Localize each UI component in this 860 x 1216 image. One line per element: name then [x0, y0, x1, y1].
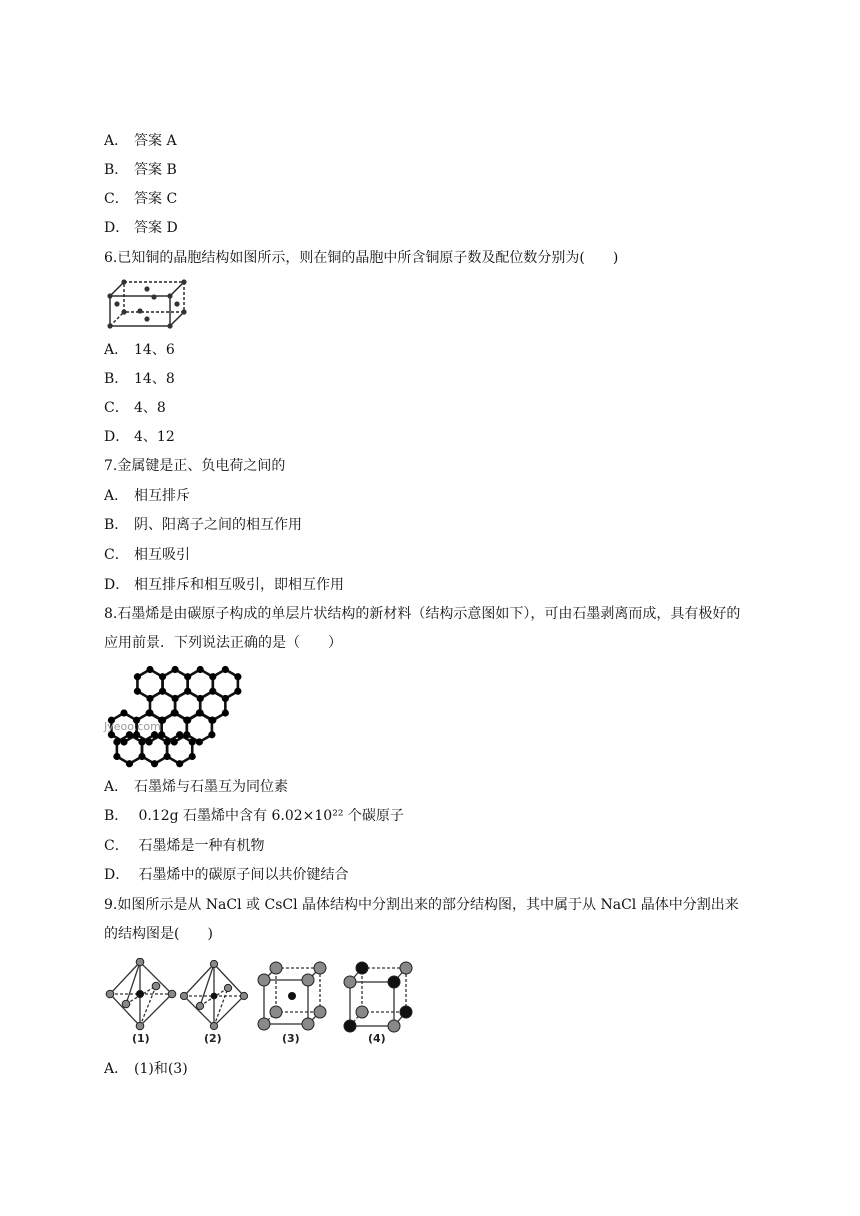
figure-label-4: (4) [368, 1032, 386, 1045]
q9-stem: 9.如图所示是从 NaCl 或 CsCl 晶体结构中分割出来的部分结构图，其中属于从 NaCl 晶体中分割出来的结构图是( ) [104, 897, 739, 942]
option-letter: A． [104, 779, 129, 795]
watermark: Jyeoo.com [104, 720, 161, 733]
copper-unit-cell-figure [104, 278, 188, 330]
carbon-atom [222, 709, 229, 716]
option-text: 相互吸引 [134, 547, 190, 563]
carbon-atom [171, 709, 178, 716]
carbon-atom [184, 688, 191, 695]
carbon-atom [164, 738, 171, 745]
carbon-atom [208, 717, 215, 724]
q9-option-a[interactable] [104, 1059, 188, 1079]
carbon-atom [146, 738, 153, 745]
carbon-atom [134, 673, 141, 680]
q8-stem: 8.石墨烯是由碳原子构成的单层片状结构的新材料（结构示意图如下），可由石墨剥离而成，具有极好的应用前景．下列说法正确的是（ ） [104, 606, 741, 651]
option-text: 相互排斥和相互吸引，即相互作用 [134, 577, 344, 593]
carbon-atom [138, 753, 145, 760]
carbon-atom [209, 688, 216, 695]
carbon-atom [151, 760, 158, 767]
carbon-atom [171, 738, 178, 745]
option-letter: A． [104, 342, 129, 358]
carbon-atom [197, 695, 204, 702]
carbon-atom [184, 673, 191, 680]
q8-option-c[interactable] [104, 836, 264, 856]
q7-stem: 7.金属键是正、负电荷之间的 [104, 458, 286, 474]
hexagon-ring [187, 713, 212, 742]
carbon-atom [120, 709, 127, 716]
carbon-atom [159, 673, 166, 680]
option-letter: D． [104, 220, 130, 236]
option-letter: D． [104, 867, 130, 883]
q5-option-d[interactable] [104, 218, 178, 238]
option-letter: B． [104, 808, 129, 824]
q7-option-d[interactable] [104, 575, 344, 595]
q6-option-c[interactable] [104, 398, 166, 418]
option-letter: A． [104, 133, 129, 149]
q8-option-d[interactable] [104, 865, 348, 885]
carbon-atom [196, 709, 203, 716]
option-letter: B． [104, 517, 129, 533]
option-letter: D． [104, 429, 130, 445]
carbon-atom [183, 731, 190, 738]
option-text: 14、8 [134, 371, 175, 387]
carbon-atom [172, 695, 179, 702]
option-text: 石墨烯中的碳原子间以共价键结合 [134, 867, 349, 883]
option-letter: B． [104, 371, 129, 387]
option-text: 答案 D [134, 220, 178, 236]
carbon-atom [183, 717, 190, 724]
q5-option-c[interactable] [104, 189, 177, 209]
carbon-atom [234, 673, 241, 680]
option-letter: C． [104, 838, 129, 854]
figure-label-1: (1) [132, 1032, 150, 1045]
option-text: 相互排斥 [134, 488, 190, 504]
q6-option-a[interactable] [104, 340, 175, 360]
option-text: 4、8 [134, 400, 166, 416]
option-text: (1)和(3) [134, 1061, 188, 1077]
carbon-atom [208, 731, 215, 738]
q8-option-b[interactable] [104, 806, 404, 826]
q8-option-a[interactable] [104, 777, 288, 797]
graphene-structure-figure [102, 664, 248, 768]
carbon-atom [113, 738, 120, 745]
carbon-atom [159, 688, 166, 695]
option-text: 答案 C [134, 191, 178, 207]
carbon-atom [222, 666, 229, 673]
option-letter: A． [104, 488, 129, 504]
option-letter: C． [104, 547, 129, 563]
option-letter: D． [104, 577, 130, 593]
q6-option-d[interactable] [104, 427, 175, 447]
crystal-structures-figure [104, 958, 414, 1048]
option-text: 答案 B [134, 162, 177, 178]
q6-option-b[interactable] [104, 369, 175, 389]
carbon-atom [126, 760, 133, 767]
carbon-atom [146, 666, 153, 673]
carbon-atom [164, 753, 171, 760]
q5-option-b[interactable] [104, 160, 177, 180]
option-letter: A． [104, 1061, 129, 1077]
option-text: 0.12g 石墨烯中含有 6.02×10²² 个碳原子 [134, 808, 404, 824]
q7-option-a[interactable] [104, 486, 190, 506]
option-text: 阴、阳离子之间的相互作用 [134, 517, 302, 533]
carbon-atom [113, 753, 120, 760]
carbon-atom [234, 688, 241, 695]
carbon-atom [222, 695, 229, 702]
q6-stem: 6.已知铜的晶胞结构如图所示，则在铜的晶胞中所含铜原子数及配位数分别为( ) [104, 250, 619, 266]
option-letter: C． [104, 191, 129, 207]
option-text: 14、6 [134, 342, 175, 358]
carbon-atom [176, 731, 183, 738]
carbon-atom [196, 738, 203, 745]
option-text: 石墨烯与石墨互为同位素 [134, 779, 288, 795]
q7-option-b[interactable] [104, 515, 302, 535]
carbon-atom [134, 688, 141, 695]
carbon-atom [189, 753, 196, 760]
figure-label-2: (2) [204, 1032, 222, 1045]
carbon-atom [176, 760, 183, 767]
carbon-atom [172, 666, 179, 673]
carbon-atom [146, 709, 153, 716]
option-text: 石墨烯是一种有机物 [134, 838, 265, 854]
option-letter: B． [104, 162, 129, 178]
option-letter: C． [104, 400, 129, 416]
figure-label-3: (3) [282, 1032, 300, 1045]
carbon-atom [197, 666, 204, 673]
option-text: 答案 A [134, 133, 177, 149]
option-text: 4、12 [134, 429, 175, 445]
q7-option-c[interactable] [104, 545, 190, 565]
carbon-atom [146, 695, 153, 702]
carbon-atom [138, 738, 145, 745]
q5-option-a[interactable] [104, 131, 177, 151]
carbon-atom [120, 738, 127, 745]
carbon-atom [209, 673, 216, 680]
carbon-atom [189, 738, 196, 745]
